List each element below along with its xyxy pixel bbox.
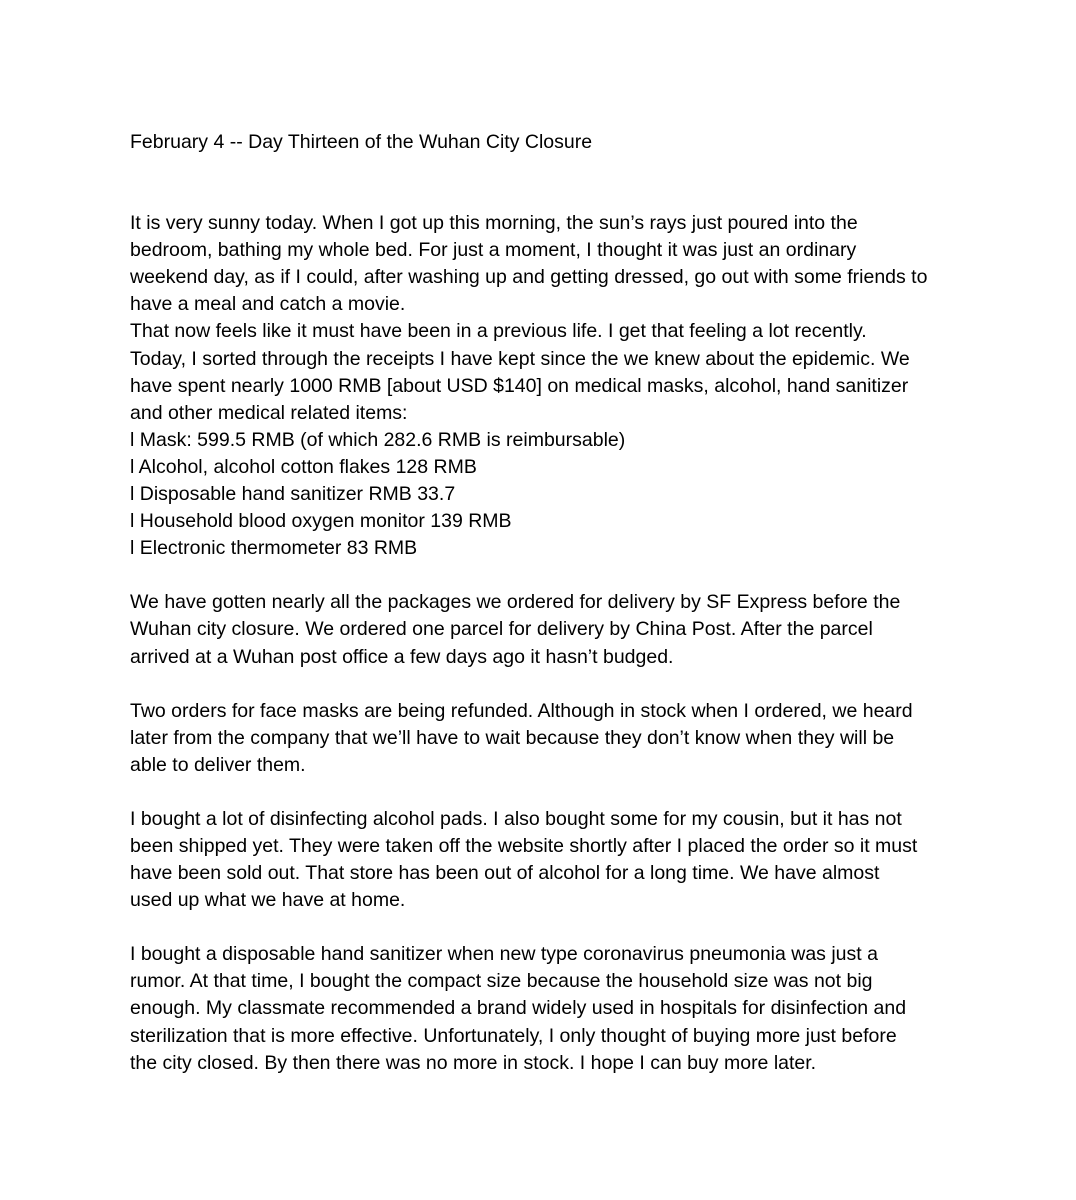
text-line: sterilization that is more effective. Unfortunately, I only thought of buying more just before [130,1024,897,1047]
expense-list [130,427,960,562]
document-body [130,129,960,1077]
spacer [130,914,960,941]
paragraph-sunny-morning [130,210,960,318]
text-line: used up what we have at home. [130,889,406,912]
text-line: been shipped yet. They were taken off the website shortly after I placed the order so it must [130,834,918,857]
text-line: the city closed. By then there was no more in stock. I hope I can buy more later. [130,1051,817,1074]
list-item: l Household blood oxygen monitor 139 RMB [130,510,512,533]
list-item: l Disposable hand sanitizer RMB 33.7 [130,483,456,506]
spacer [130,156,960,210]
text-line: weekend day, as if I could, after washing up and getting dressed, go out with some friends to [130,266,928,289]
text-line: That now feels like it must have been in a previous life. I get that feeling a lot recently. [130,320,867,343]
paragraph-alcohol-pads [130,806,960,914]
paragraph-face-masks [130,698,960,779]
list-item: l Electronic thermometer 83 RMB [130,537,418,560]
text-line: We have gotten nearly all the packages we ordered for delivery by SF Express before the [130,591,901,614]
paragraph-receipts [130,346,960,427]
text-line: Two orders for face masks are being refunded. Although in stock when I ordered, we heard [130,699,913,722]
spacer [130,671,960,698]
text-line: Wuhan city closure. We ordered one parcel for delivery by China Post. After the parcel [130,618,873,641]
text-line: rumor. At that time, I bought the compact size because the household size was not big [130,970,873,993]
spacer [130,779,960,806]
list-item: l Mask: 599.5 RMB (of which 282.6 RMB is reimbursable) [130,428,626,451]
text-line: arrived at a Wuhan post office a few days ago it hasn’t budged. [130,645,674,668]
text-line: have been sold out. That store has been out of alcohol for a long time. We have almost [130,862,880,885]
spacer [130,562,960,589]
paragraph-previous-life [130,318,960,345]
text-line: I bought a disposable hand sanitizer when new type coronavirus pneumonia was just a [130,943,878,966]
text-line: Today, I sorted through the receipts I have kept since the we knew about the epidemic. We [130,347,910,370]
text-line: later from the company that we’ll have to wait because they don’t know when they will be [130,726,895,749]
text-line: have spent nearly 1000 RMB [about USD $140] on medical masks, alcohol, hand sanitizer [130,374,909,397]
text-line: I bought a lot of disinfecting alcohol pads. I also bought some for my cousin, but it has not [130,807,902,830]
text-line: able to deliver them. [130,753,306,776]
text-line: bedroom, bathing my whole bed. For just a moment, I thought it was just an ordinary [130,239,857,262]
text-line: enough. My classmate recommended a brand widely used in hospitals for disinfection and [130,997,907,1020]
paragraph-hand-sanitizer [130,941,960,1076]
document-title: February 4 -- Day Thirteen of the Wuhan City Closure [130,131,593,153]
text-line: It is very sunny today. When I got up this morning, the sun’s rays just poured into the [130,212,858,235]
text-line: and other medical related items: [130,401,408,424]
list-item: l Alcohol, alcohol cotton flakes 128 RMB [130,455,477,478]
text-line: have a meal and catch a movie. [130,293,406,316]
paragraph-packages [130,589,960,670]
